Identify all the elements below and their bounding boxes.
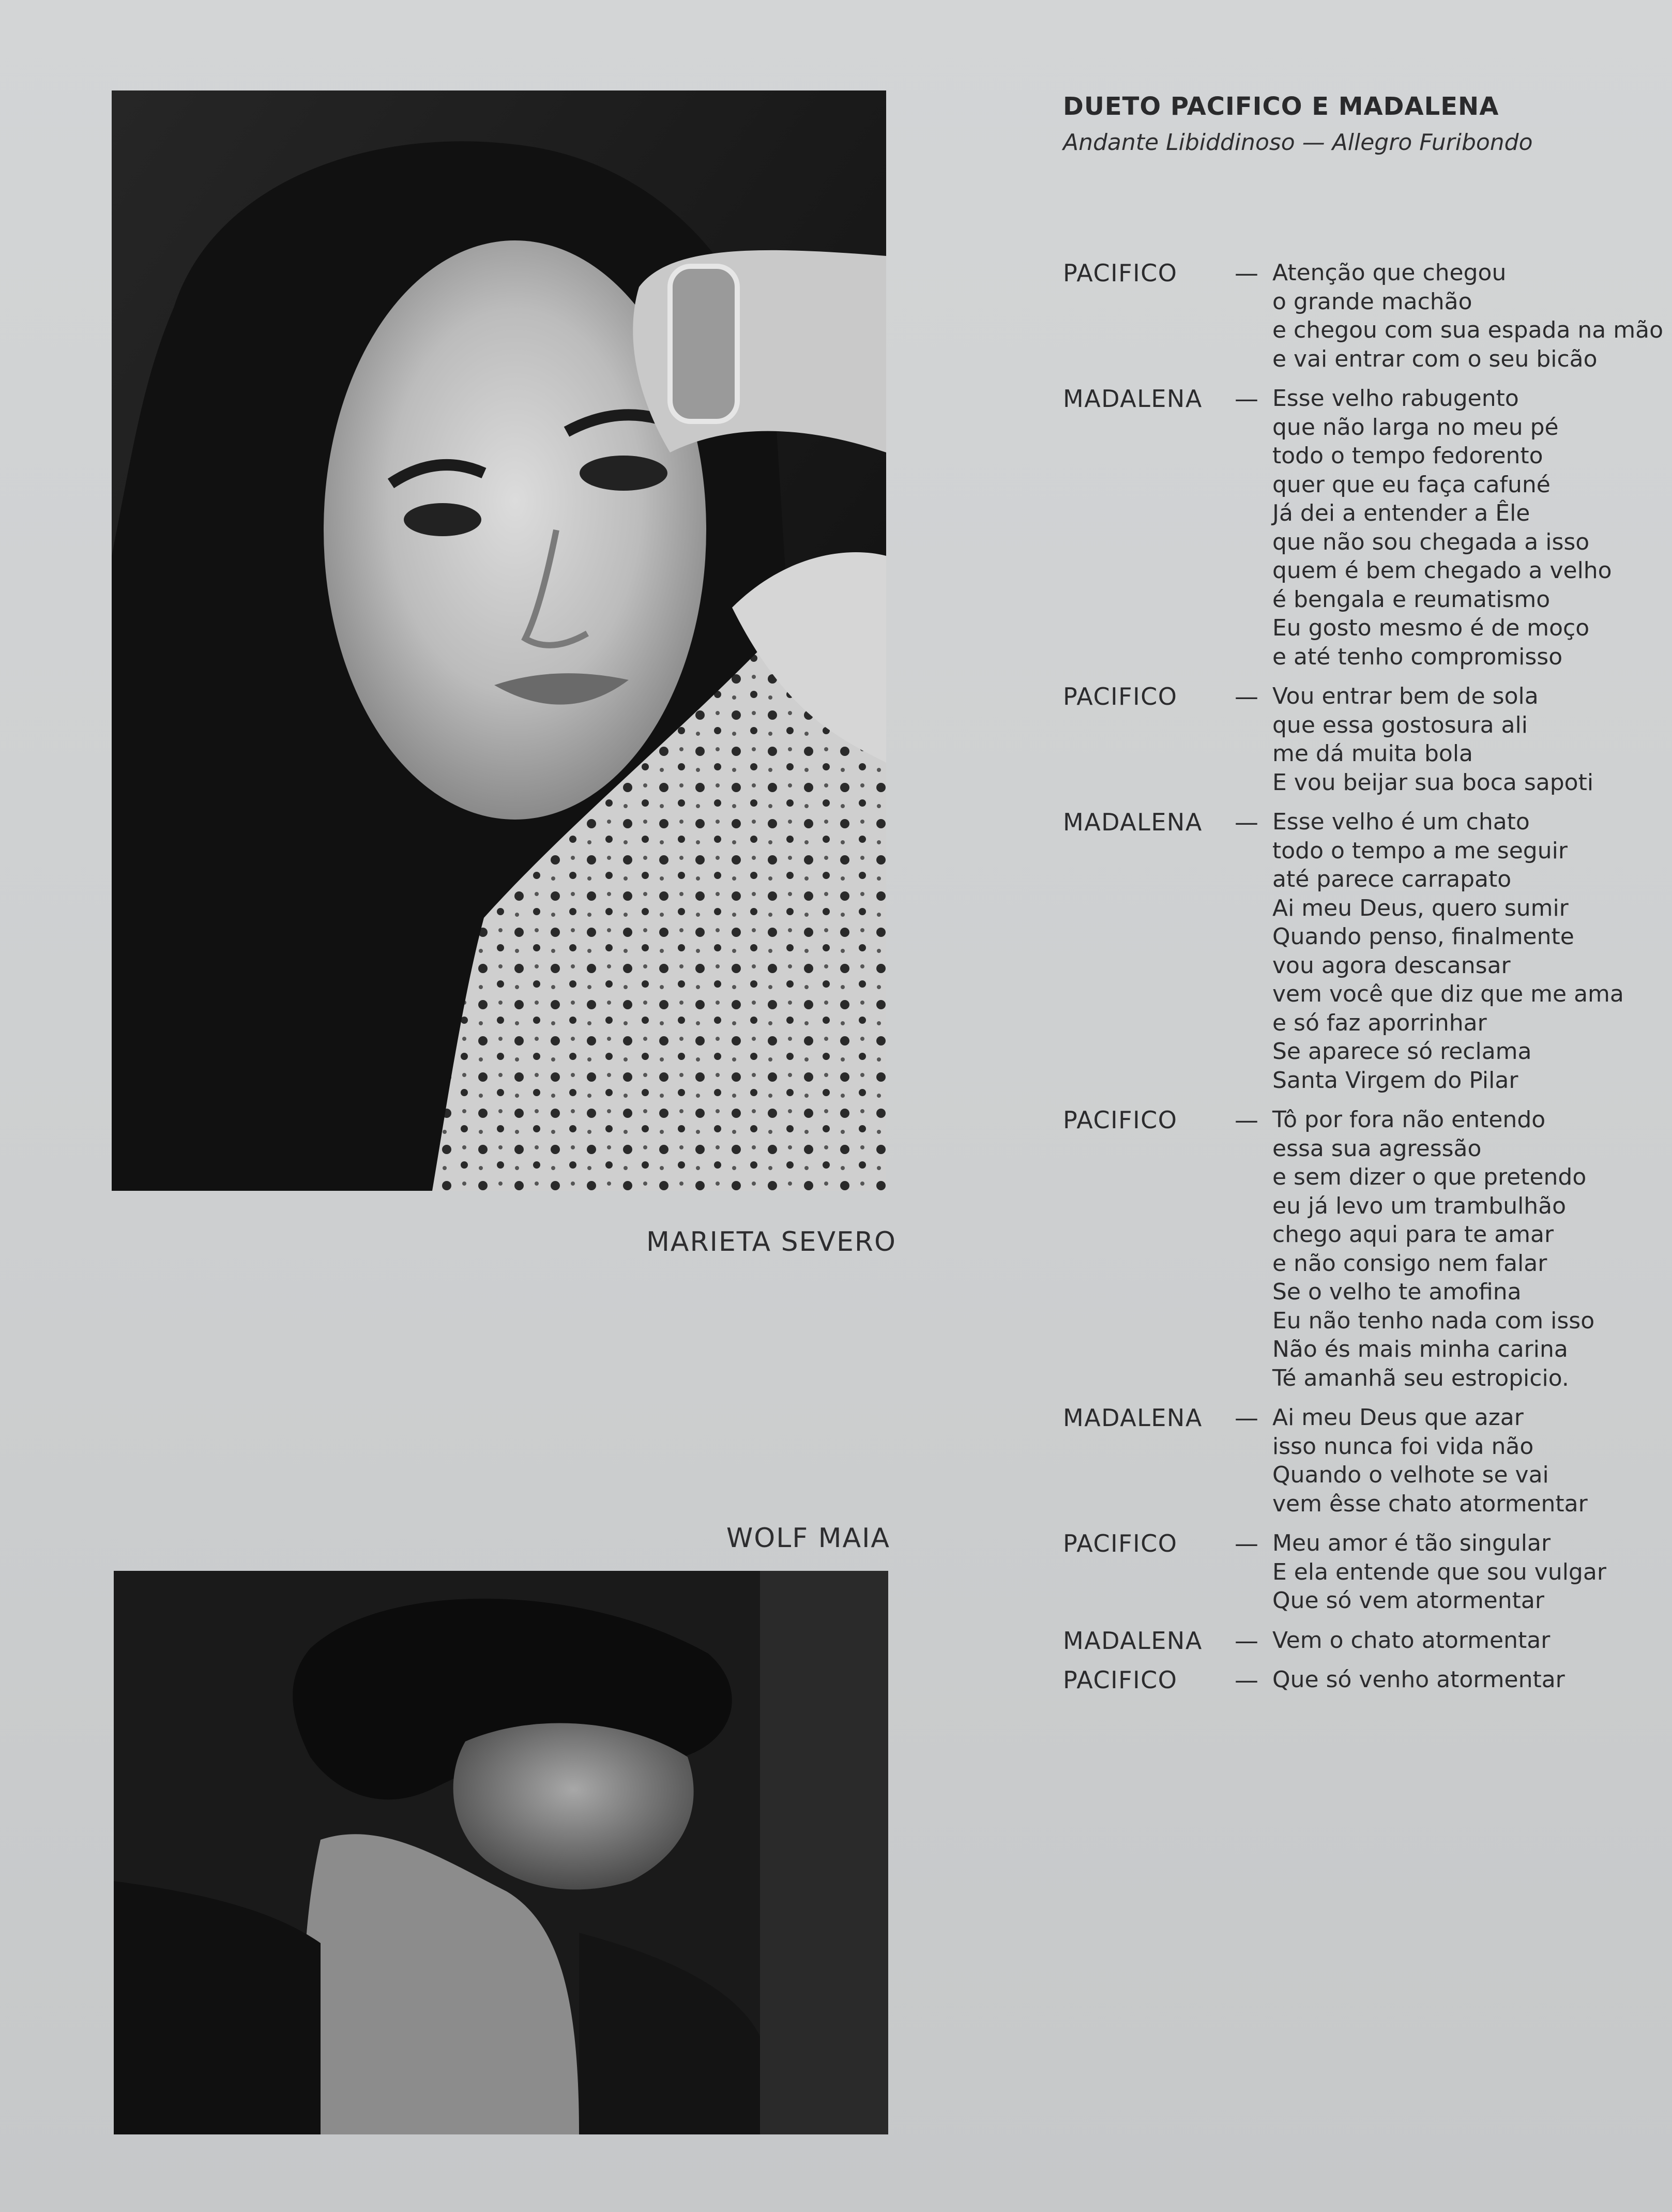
song-title: DUETO PACIFICO E MADALENA — [1063, 92, 1499, 121]
lyric-line: é bengala e reumatismo — [1272, 586, 1551, 613]
verse-dash: — — [1235, 1404, 1258, 1432]
verse-dash: — — [1235, 1529, 1258, 1557]
verse-lines — [1272, 1403, 1658, 1518]
lyric-line: quer que eu faça cafuné — [1272, 471, 1551, 498]
verse-spacer — [1063, 1518, 1658, 1529]
verse-spacer — [1063, 671, 1658, 682]
verse-spacer — [1063, 1615, 1658, 1626]
verse-dash: — — [1235, 259, 1258, 287]
lyric-line: Vem o chato atormentar — [1272, 1627, 1551, 1654]
verse-dash: — — [1235, 808, 1258, 836]
verse-lines — [1272, 384, 1658, 671]
lyric-line: Eu não tenho nada com isso — [1272, 1307, 1595, 1334]
lyric-line: Esse velho rabugento — [1272, 385, 1519, 412]
lyric-line: Santa Virgem do Pilar — [1272, 1067, 1518, 1094]
lyric-line: e não consigo nem falar — [1272, 1250, 1547, 1277]
lyric-line: todo o tempo fedorento — [1272, 443, 1543, 469]
photo-caption: MARIETA SEVERO — [646, 1226, 896, 1257]
verse-spacer — [1063, 1392, 1658, 1403]
verse-spacer — [1063, 373, 1658, 384]
verse-speaker: PACIFICO — [1063, 683, 1178, 710]
lyric-line: Meu amor é tão singular — [1272, 1530, 1551, 1556]
verse-dash: — — [1235, 1666, 1258, 1694]
portrait-photo-man — [114, 1571, 888, 2134]
lyric-line: vou agora descansar — [1272, 952, 1511, 979]
verse-speaker: MADALENA — [1063, 808, 1203, 836]
verse-dash: — — [1235, 385, 1258, 413]
lyric-line: e vai entrar com o seu bicão — [1272, 345, 1598, 372]
lyric-verse — [1063, 1529, 1658, 1615]
portrait-photo-woman — [112, 90, 886, 1191]
lyric-line: até parece carrapato — [1272, 866, 1512, 892]
verse-lines — [1272, 1105, 1658, 1392]
lyric-line: e chegou com sua espada na mão — [1272, 317, 1663, 343]
lyric-line: Eu gosto mesmo é de moço — [1272, 615, 1590, 641]
verse-lines — [1272, 259, 1663, 373]
lyric-line: Tô por fora não entendo — [1272, 1107, 1546, 1133]
verse-speaker: MADALENA — [1063, 385, 1203, 413]
lyric-verse — [1063, 384, 1658, 671]
verse-lines — [1272, 682, 1658, 797]
lyrics-block — [1063, 259, 1663, 1694]
lyric-line: isso nunca foi vida não — [1272, 1433, 1534, 1460]
verse-lines — [1272, 808, 1658, 1095]
lyric-line: chego aqui para te amar — [1272, 1221, 1554, 1248]
lyric-line: vem êsse chato atormentar — [1272, 1490, 1588, 1517]
verse-spacer — [1063, 1655, 1658, 1665]
lyric-line: que não larga no meu pé — [1272, 414, 1559, 441]
lyric-line: Esse velho é um chato — [1272, 809, 1530, 835]
verse-speaker: MADALENA — [1063, 1626, 1203, 1655]
lyric-line: que não sou chegada a isso — [1272, 528, 1590, 555]
lyric-line: todo o tempo a me seguir — [1272, 837, 1568, 864]
lyric-line: Té amanhã seu estropicio. — [1272, 1365, 1569, 1391]
lyric-line: e sem dizer o que pretendo — [1272, 1164, 1587, 1190]
lyric-line: Ai meu Deus, quero sumir — [1272, 895, 1569, 921]
lyric-line: que essa gostosura ali — [1272, 711, 1528, 738]
verse-dash: — — [1235, 1626, 1258, 1655]
lyric-verse — [1063, 1626, 1658, 1655]
lyric-line: Vou entrar bem de sola — [1272, 683, 1539, 709]
verse-dash: — — [1235, 683, 1258, 710]
verse-speaker: MADALENA — [1063, 1404, 1203, 1432]
lyric-verse — [1063, 1403, 1658, 1518]
lyric-line: Já dei a entender a Êle — [1272, 500, 1530, 526]
lyric-line: vem você que diz que me ama — [1272, 981, 1624, 1007]
lyric-line: o grande machão — [1272, 288, 1472, 315]
lyric-verse — [1063, 682, 1658, 797]
portrait-photo-woman-image — [112, 90, 886, 1191]
lyric-line: Não és mais minha carina — [1272, 1336, 1568, 1362]
verse-lines — [1272, 1626, 1658, 1655]
verse-dash: — — [1235, 1106, 1258, 1134]
verse-speaker: PACIFICO — [1063, 259, 1178, 287]
verse-speaker: PACIFICO — [1063, 1666, 1178, 1694]
lyric-line: Se o velho te amofina — [1272, 1279, 1522, 1305]
lyric-line: E ela entende que sou vulgar — [1272, 1558, 1606, 1585]
lyric-line: Ai meu Deus que azar — [1272, 1404, 1524, 1431]
photo-caption: WOLF MAIA — [726, 1523, 890, 1554]
lyric-line: Atenção que chegou — [1272, 260, 1507, 286]
lyric-line: Se aparece só reclama — [1272, 1038, 1532, 1065]
lyric-line: Quando o velhote se vai — [1272, 1462, 1549, 1488]
verse-lines — [1272, 1529, 1658, 1615]
lyric-verse — [1063, 808, 1658, 1095]
verse-speaker: PACIFICO — [1063, 1529, 1178, 1557]
lyric-line: e até tenho compromisso — [1272, 643, 1563, 670]
lyric-line: e só faz aporrinhar — [1272, 1009, 1487, 1036]
portrait-photo-man-image — [114, 1571, 888, 2134]
verse-spacer — [1063, 797, 1658, 808]
verse-lines — [1272, 1665, 1658, 1694]
lyric-verse — [1063, 1665, 1658, 1694]
lyric-line: Quando penso, finalmente — [1272, 923, 1574, 950]
verse-speaker: PACIFICO — [1063, 1106, 1178, 1134]
song-subtitle: Andante Libiddinoso — Allegro Furibondo — [1063, 129, 1533, 156]
lyric-line: E vou beijar sua boca sapoti — [1272, 769, 1594, 796]
lyric-verse — [1063, 1105, 1658, 1392]
lyric-line: me dá muita bola — [1272, 740, 1473, 767]
lyric-line: eu já levo um trambulhão — [1272, 1192, 1567, 1219]
lyric-line: quem é bem chegado a velho — [1272, 557, 1612, 584]
verse-spacer — [1063, 1095, 1658, 1105]
lyric-line: Que só vem atormentar — [1272, 1587, 1544, 1614]
lyric-line: essa sua agressão — [1272, 1135, 1482, 1162]
lyric-verse — [1063, 259, 1663, 373]
lyric-line: Que só venho atormentar — [1272, 1666, 1565, 1693]
